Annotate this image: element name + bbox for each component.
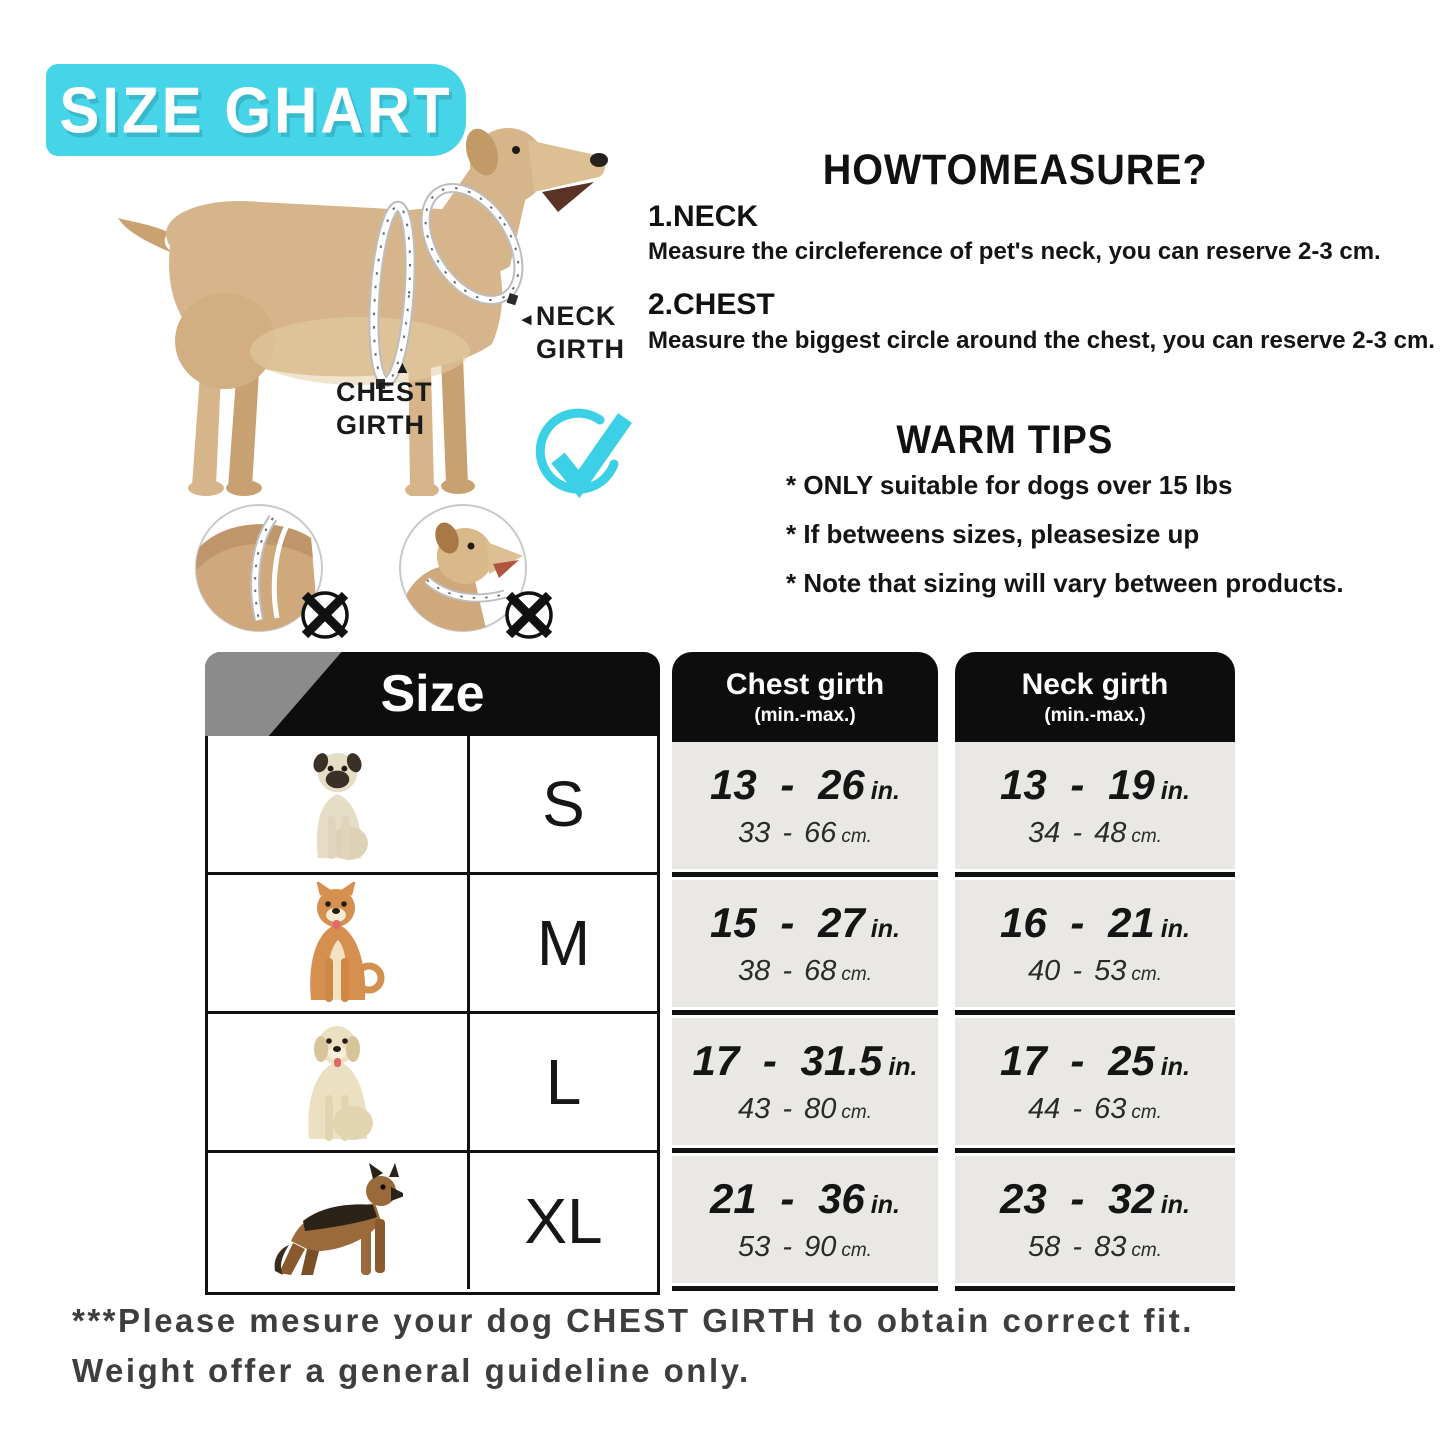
warm-tip: * ONLY suitable for dogs over 15 lbs [786,470,1233,500]
row-divider [672,1286,938,1291]
footer-disclaimer-line1: ***Please mesure your dog CHEST GIRTH to obtain correct fit. [72,1302,1194,1339]
how-to-measure-heading: HOWTOMEASURE? [822,146,1208,194]
table-row [208,1011,657,1150]
table-row [208,736,657,872]
wrong-chest-inset [193,498,363,648]
size-column-header: Size [205,652,660,736]
row-divider [672,1148,938,1153]
table-row [208,872,657,1011]
up-arrow-icon: ▲ [394,358,411,377]
page-title: SIZE GHART [59,73,453,147]
german-shepherd-illustration [273,1161,403,1281]
row-divider [672,1010,938,1015]
neck-girth-cell: 17 - 25 in. 44 - 63 cm. [955,1018,1235,1145]
row-divider [955,1148,1235,1153]
wrong-neck-inset [397,498,567,648]
size-table [205,652,660,1295]
neck-girth-header: Neck girth (min.-max.) [955,652,1235,742]
left-arrow-icon: ◄ [518,310,536,329]
row-divider [672,872,938,877]
warm-tip: * If betweens sizes, pleasesize up [786,519,1200,549]
step-chest-title: 2.CHEST [648,288,775,321]
shiba-inu-illustration [283,882,393,1004]
chest-girth-cell: 21 - 36 in. 53 - 90 cm. [672,1156,938,1283]
size-table-body [205,736,660,1295]
size-value: S [542,768,585,840]
table-row [208,1150,657,1289]
cross-icon [507,593,551,637]
step-chest-text: Measure the biggest circle around the chest, you can reserve 2-3 cm. [648,327,1435,354]
row-divider [955,872,1235,877]
step-neck-title: 1.NECK [648,200,759,233]
row-divider [955,1286,1235,1291]
step-neck-text: Measure the circleference of pet's neck, you can reserve 2-3 cm. [648,238,1381,265]
warm-tips-list [786,470,1344,617]
chest-girth-cell: 15 - 27 in. 38 - 68 cm. [672,880,938,1007]
chest-girth-cell: 17 - 31.5 in. 43 - 80 cm. [672,1018,938,1145]
checkmark-icon [532,404,632,506]
chest-girth-cell: 13 - 26 in. 33 - 66 cm. [672,742,938,869]
chest-girth-label: CHEST GIRTH [336,377,433,440]
size-value: XL [524,1185,603,1257]
dog-snout [528,140,605,192]
neck-girth-cell: 13 - 19 in. 34 - 48 cm. [955,742,1235,869]
dog-nose [590,153,608,167]
warm-tips-heading: WARM TIPS [896,418,1114,462]
labrador-illustration [283,1021,393,1143]
row-divider [955,1010,1235,1015]
dog-eye [512,146,520,154]
neck-girth-cell: 23 - 32 in. 58 - 83 cm. [955,1156,1235,1283]
chest-girth-column [672,652,938,1294]
pug-illustration [285,745,390,863]
warm-tip: * Note that sizing will vary between products. [786,568,1344,598]
footer-disclaimer-line2: Weight offer a general guideline only. [72,1352,751,1389]
size-value: L [545,1046,582,1118]
size-value: M [536,907,591,979]
neck-girth-label: ◄NECK GIRTH [518,301,625,364]
cross-icon [303,593,347,637]
chest-girth-header: Chest girth (min.-max.) [672,652,938,742]
neck-girth-cell: 16 - 21 in. 40 - 53 cm. [955,880,1235,1007]
neck-girth-column [955,652,1235,1294]
